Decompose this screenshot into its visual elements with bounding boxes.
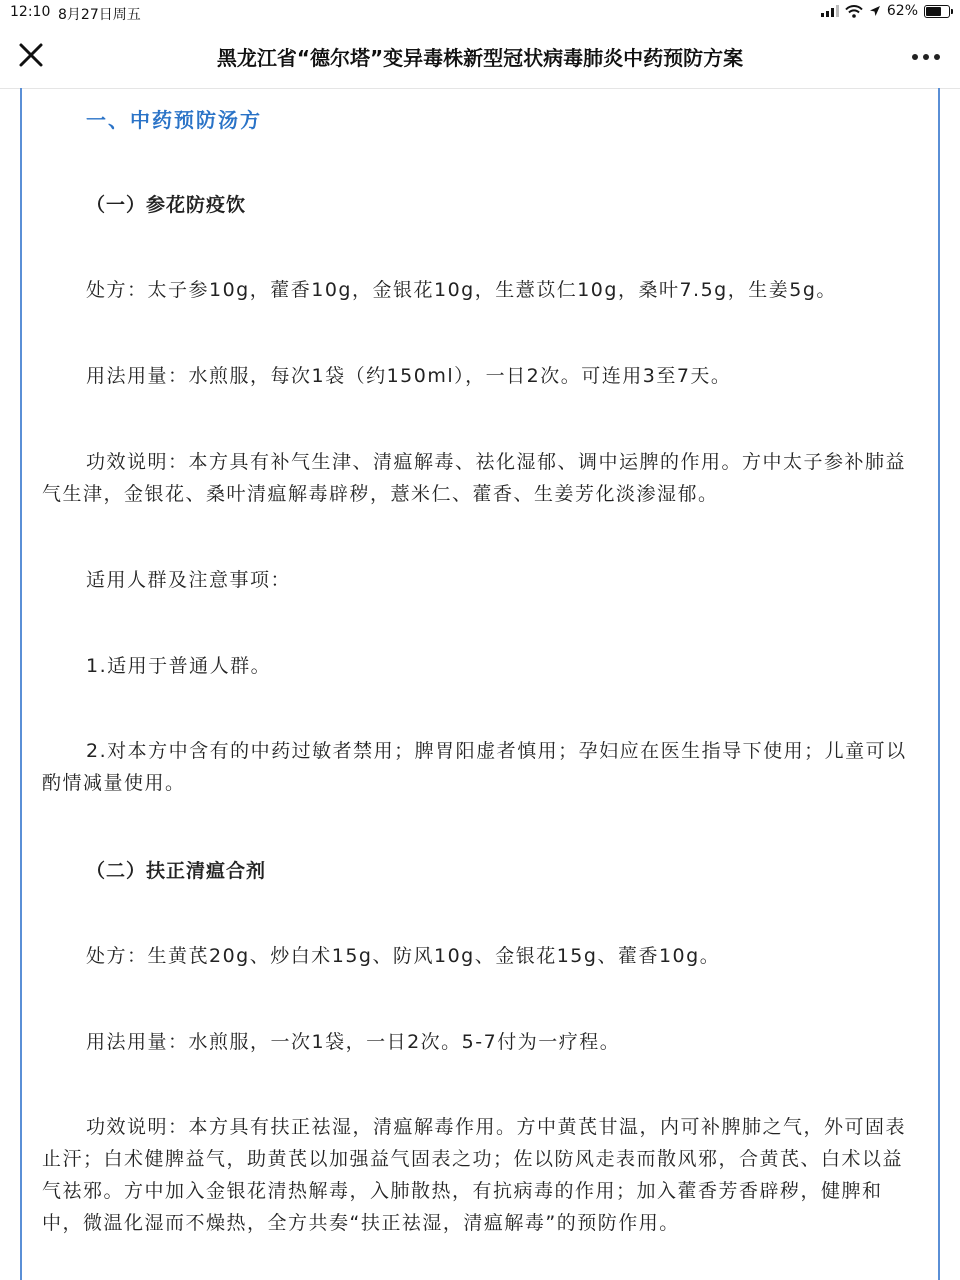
more-icon[interactable] bbox=[912, 54, 940, 60]
status-bar bbox=[0, 0, 960, 26]
battery-percent: 62% bbox=[886, 3, 918, 19]
location-arrow-icon bbox=[869, 5, 881, 17]
article-content bbox=[0, 88, 960, 1280]
close-icon[interactable] bbox=[16, 40, 46, 70]
recipe2-prescription: 处方：生黄芪20g、炒白术15g、防风10g、金银花15g、藿香10g。 bbox=[86, 945, 721, 967]
recipe2-usage: 用法用量：水煎服，一次1袋，一日2次。5-7付为一疗程。 bbox=[86, 1031, 621, 1053]
status-date: 8月27日周五 bbox=[58, 7, 141, 23]
recipe1-note2: 2.对本方中含有的中药过敏者禁用；脾胃阳虚者慎用；孕妇应在医生指导下使用；儿童可以酌情减量使用。 bbox=[42, 740, 907, 794]
recipe2-effect: 功效说明：本方具有扶正祛湿，清瘟解毒作用。方中黄芪甘温，内可补脾肺之气，外可固表止汗；白术健脾益气，助黄芪以加强益气固表之功；佐以防风走表而散风邪，合黄芪、白术以益气祛邪。方中加入金银花清热解毒，入肺散热，有抗病毒的作用；加入藿香芳香辟秽，健脾和中，微温化湿而不燥热，全方共奏“扶正祛湿，清瘟解毒”的预防作用。 bbox=[42, 1116, 907, 1234]
wifi-icon bbox=[845, 5, 863, 18]
recipe1-effect: 功效说明：本方具有补气生津、清瘟解毒、祛化湿郁、调中运脾的作用。方中太子参补肺益气生津，金银花、桑叶清瘟解毒辟秽，薏米仁、藿香、生姜芳化淡渗湿郁。 bbox=[42, 451, 907, 505]
recipe1-usage: 用法用量：水煎服，每次1袋（约150ml），一日2次。可连用3至7天。 bbox=[86, 365, 732, 387]
recipe1-prescription: 处方：太子参10g，藿香10g，金银花10g，生薏苡仁10g，桑叶7.5g，生姜5g。 bbox=[86, 279, 837, 301]
battery-icon bbox=[924, 5, 950, 18]
status-time: 12:10 bbox=[10, 4, 51, 20]
page-title: 黑龙江省“德尔塔”变异毒株新型冠状病毒肺炎中药预防方案 bbox=[216, 46, 744, 70]
recipe1-note1: 1.适用于普通人群。 bbox=[86, 655, 272, 677]
cellular-signal-icon bbox=[821, 5, 839, 17]
recipe2-title: （二）扶正清瘟合剂 bbox=[86, 860, 267, 882]
recipe1-notes-title: 适用人群及注意事项： bbox=[86, 569, 292, 591]
nav-bar bbox=[0, 26, 960, 89]
recipe1-title: （一）参花防疫饮 bbox=[86, 194, 247, 216]
section-heading: 一、中药预防汤方 bbox=[86, 108, 262, 132]
status-right bbox=[821, 3, 950, 19]
